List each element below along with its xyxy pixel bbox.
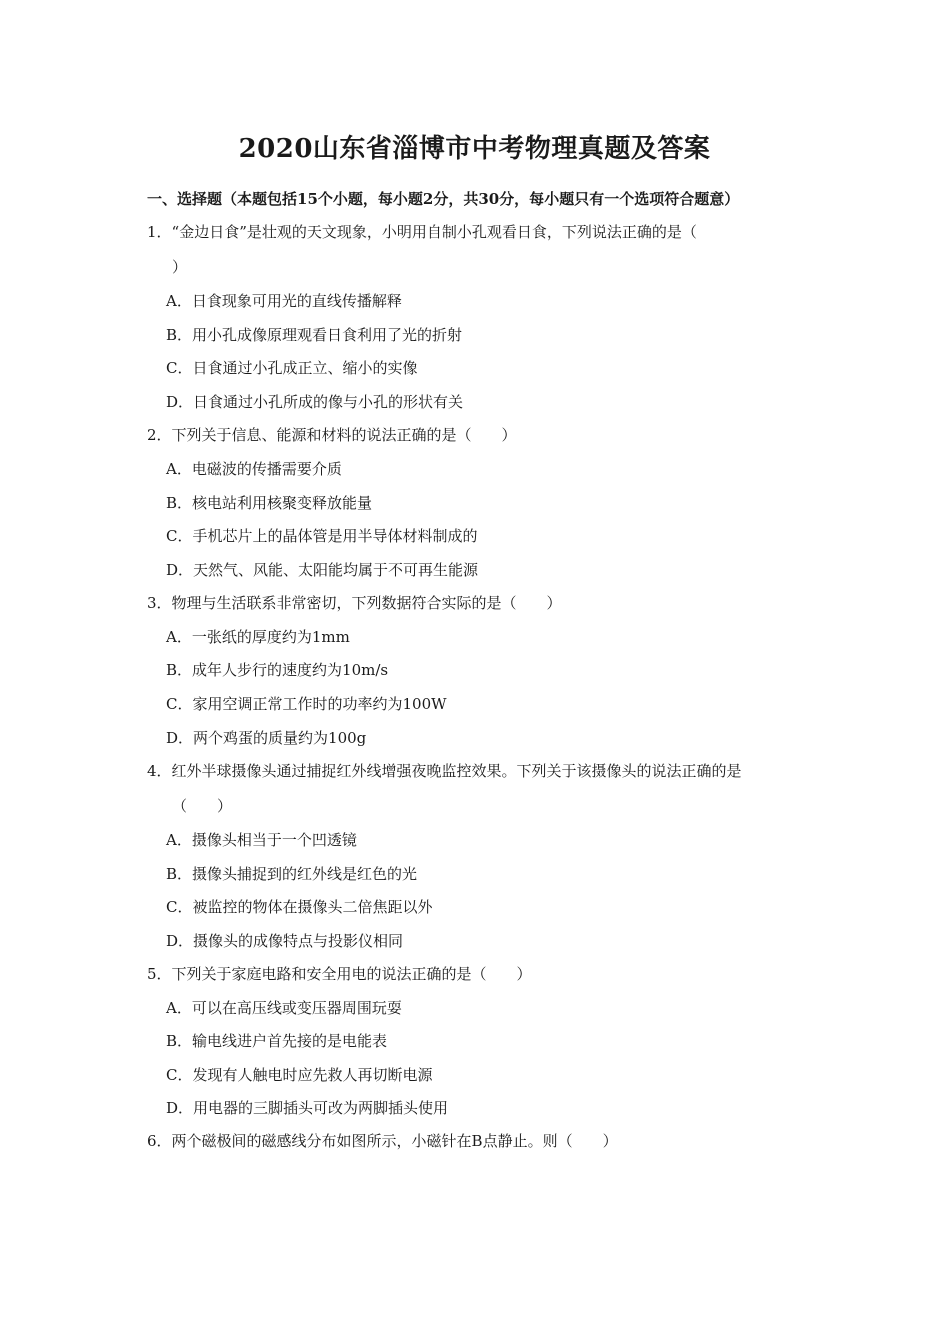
question-2-option-a: A．电磁波的传播需要介质 <box>166 460 342 478</box>
question-6-stem: 6．两个磁极间的磁感线分布如图所示，小磁针在B点静止。则（ ） <box>147 1132 618 1150</box>
question-1-option-a: A．日食现象可用光的直线传播解释 <box>166 292 402 310</box>
question-4-option-c: C．被监控的物体在摄像头二倍焦距以外 <box>166 898 433 916</box>
question-5-option-b: B．输电线进户首先接的是电能表 <box>166 1032 388 1050</box>
page-title: 2020山东省淄博市中考物理真题及答案 <box>238 134 711 164</box>
question-4-option-a: A．摄像头相当于一个凹透镜 <box>166 831 357 849</box>
question-1-stem: 1．“金边日食”是壮观的天文现象，小明用自制小孔观看日食，下列说法正确的是（ <box>147 223 697 241</box>
question-3-option-d: D．两个鸡蛋的质量约为100g <box>166 729 367 747</box>
question-1-option-b: B．用小孔成像原理观看日食利用了光的折射 <box>166 326 463 344</box>
question-3-option-b: B．成年人步行的速度约为10m/s <box>166 661 389 679</box>
question-2-option-b: B．核电站利用核聚变释放能量 <box>166 494 373 512</box>
question-3-option-c: C．家用空调正常工作时的功率约为100W <box>166 695 447 713</box>
question-4-option-d: D．摄像头的成像特点与投影仪相同 <box>166 932 404 950</box>
question-4-stem: 4．红外半球摄像头通过捕捉红外线增强夜晚监控效果。下列关于该摄像头的说法正确的是 <box>147 762 742 780</box>
question-5-option-d: D．用电器的三脚插头可改为两脚插头使用 <box>166 1099 449 1117</box>
question-1-stem-continued: ） <box>172 258 188 276</box>
section-heading: 一、选择题（本题包括15个小题，每小题2分，共30分，每小题只有一个选项符合题意） <box>147 190 740 208</box>
question-2-option-c: C．手机芯片上的晶体管是用半导体材料制成的 <box>166 527 478 545</box>
question-1-option-c: C．日食通过小孔成正立、缩小的实像 <box>166 359 418 377</box>
question-4-option-b: B．摄像头捕捉到的红外线是红色的光 <box>166 865 418 883</box>
question-2-option-d: D．天然气、风能、太阳能均属于不可再生能源 <box>166 561 479 579</box>
question-3-stem: 3．物理与生活联系非常密切，下列数据符合实际的是（ ） <box>147 594 562 612</box>
question-5-option-c: C．发现有人触电时应先救人再切断电源 <box>166 1066 433 1084</box>
question-5-option-a: A．可以在高压线或变压器周围玩耍 <box>166 999 402 1017</box>
question-4-stem-continued: （ ） <box>172 797 233 815</box>
question-1-option-d: D．日食通过小孔所成的像与小孔的形状有关 <box>166 393 464 411</box>
question-3-option-a: A．一张纸的厚度约为1mm <box>166 628 350 646</box>
question-5-stem: 5．下列关于家庭电路和安全用电的说法正确的是（ ） <box>147 965 532 983</box>
question-2-stem: 2．下列关于信息、能源和材料的说法正确的是（ ） <box>147 426 517 444</box>
